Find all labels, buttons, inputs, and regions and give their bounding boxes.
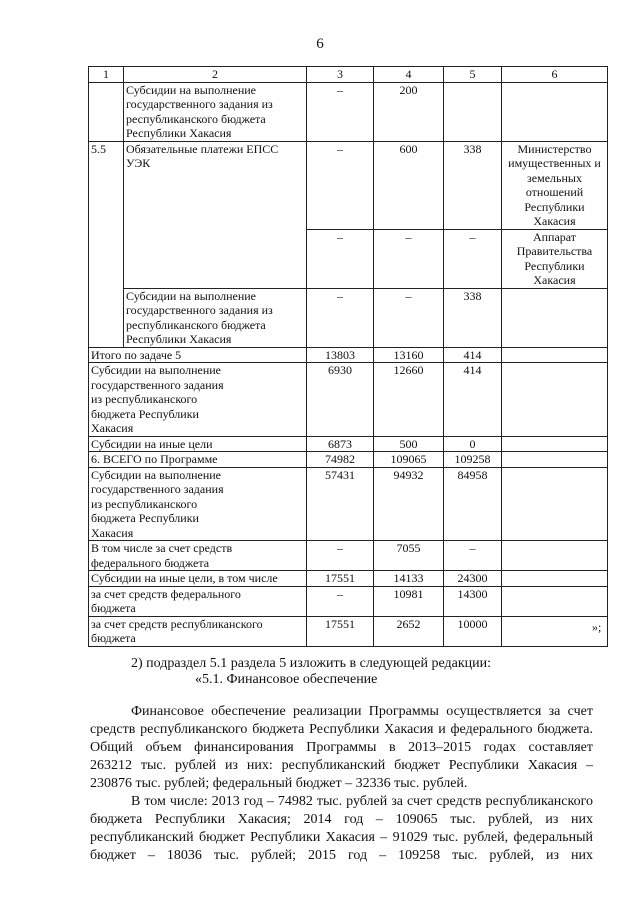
cell-2014: 7055 bbox=[374, 541, 444, 571]
table-row bbox=[89, 363, 608, 437]
cell-2014: 200 bbox=[374, 82, 444, 141]
cell-org: Министерство имущественных и земельных отношений Республики Хакасия bbox=[502, 141, 608, 229]
paragraph-line: В том числе: 2013 год – 74982 тыс. рублей за счет средств республиканского bbox=[131, 794, 593, 809]
row-label: за счет средств республиканского бюджета bbox=[89, 616, 307, 646]
cell-2015: – bbox=[444, 541, 502, 571]
paragraph-line: бюджет – 18036 тыс. рублей; 2015 год – 109258 тыс. рублей, из них bbox=[90, 848, 593, 863]
cell-2015: 414 bbox=[444, 347, 502, 363]
row-number: 5.5 bbox=[89, 141, 124, 347]
paragraph-line: Финансовое обеспечение реализации Программы осуществляется за счет bbox=[131, 704, 593, 719]
row-label: Субсидии на выполнение государственного задания из республиканского бюджета Республики Хакасия bbox=[89, 467, 307, 541]
header-cell: 2 bbox=[124, 67, 307, 83]
cell-org bbox=[502, 586, 608, 616]
row-label: 6. ВСЕГО по Программе bbox=[89, 452, 307, 468]
cell-org: Аппарат Правительства Республики Хакасия bbox=[502, 229, 608, 288]
table-row bbox=[89, 141, 608, 229]
paragraph-line: бюджета Республики Хакасия; 2014 год – 109065 тыс. рублей, из них bbox=[90, 812, 593, 827]
table-row bbox=[89, 586, 608, 616]
header-cell: 1 bbox=[89, 67, 124, 83]
cell-2013: – bbox=[307, 541, 374, 571]
cell-2015: 338 bbox=[444, 288, 502, 347]
cell-2015: 84958 bbox=[444, 467, 502, 541]
page-number: 6 bbox=[316, 36, 324, 52]
paragraph-line: средств республиканского бюджета Республики Хакасия и федерального бюджета. bbox=[90, 722, 593, 737]
cell-2015: 24300 bbox=[444, 571, 502, 587]
cell-2014: 109065 bbox=[374, 452, 444, 468]
table-row bbox=[89, 571, 608, 587]
paragraph-line: Общий объем финансирования Программы в 2013–2015 годах составляет bbox=[90, 740, 593, 755]
table-row bbox=[89, 347, 608, 363]
row-label: В том числе за счет средств федерального бюджета bbox=[89, 541, 307, 571]
table-row bbox=[89, 452, 608, 468]
table-row bbox=[89, 616, 608, 646]
cell-2015: 338 bbox=[444, 141, 502, 229]
cell-2015: 414 bbox=[444, 363, 502, 437]
cell-org bbox=[502, 436, 608, 452]
row-label: Субсидии на выполнение государственного задания из республиканского бюджета Республики Хакасия bbox=[124, 82, 307, 141]
cell-empty bbox=[89, 82, 124, 141]
cell-2014: 2652 bbox=[374, 616, 444, 646]
cell-2014: 10981 bbox=[374, 586, 444, 616]
header-cell: 3 bbox=[307, 67, 374, 83]
cell-org bbox=[502, 82, 608, 141]
cell-2015: 109258 bbox=[444, 452, 502, 468]
cell-2013: – bbox=[307, 288, 374, 347]
row-label: Субсидии на иные цели, в том числе bbox=[89, 571, 307, 587]
cell-org bbox=[502, 467, 608, 541]
cell-2015 bbox=[444, 82, 502, 141]
section-title: «5.1. Финансовое обеспечение bbox=[195, 672, 378, 687]
header-cell: 5 bbox=[444, 67, 502, 83]
cell-2013: 17551 bbox=[307, 571, 374, 587]
cell-2013: 57431 bbox=[307, 467, 374, 541]
budget-table bbox=[88, 66, 608, 647]
table-header-row bbox=[89, 67, 608, 83]
cell-org bbox=[502, 288, 608, 347]
amendment-instruction: 2) подраздел 5.1 раздела 5 изложить в следующей редакции: bbox=[131, 656, 491, 671]
cell-2013: – bbox=[307, 229, 374, 288]
row-label: Субсидии на иные цели bbox=[89, 436, 307, 452]
cell-2015: 10000 bbox=[444, 616, 502, 646]
cell-2013: – bbox=[307, 586, 374, 616]
paragraph-line: 263212 тыс. рублей из них: республиканский бюджет Республики Хакасия – bbox=[90, 758, 593, 773]
closing-quote: »; bbox=[592, 620, 602, 634]
cell-2013: 6873 bbox=[307, 436, 374, 452]
cell-2013: – bbox=[307, 82, 374, 141]
row-label: Субсидии на выполнение государственного задания из республиканского бюджета Республики Хакасия bbox=[89, 363, 307, 437]
cell-2013: – bbox=[307, 141, 374, 229]
cell-2014: 12660 bbox=[374, 363, 444, 437]
cell-2014: – bbox=[374, 229, 444, 288]
cell-2015: 0 bbox=[444, 436, 502, 452]
table-row bbox=[89, 436, 608, 452]
cell-2014: 600 bbox=[374, 141, 444, 229]
row-label: Обязательные платежи ЕПСС УЭК bbox=[124, 141, 307, 288]
cell-2014: 14133 bbox=[374, 571, 444, 587]
cell-org bbox=[502, 363, 608, 437]
cell-2013: 74982 bbox=[307, 452, 374, 468]
row-label: Итого по задаче 5 bbox=[89, 347, 307, 363]
cell-org bbox=[502, 347, 608, 363]
cell-org bbox=[502, 571, 608, 587]
header-cell: 6 bbox=[502, 67, 608, 83]
cell-2014: 500 bbox=[374, 436, 444, 452]
paragraph-line: 230876 тыс. рублей; федеральный бюджет – 32336 тыс. рублей. bbox=[90, 776, 468, 791]
header-cell: 4 bbox=[374, 67, 444, 83]
cell-2015: 14300 bbox=[444, 586, 502, 616]
cell-2013: 6930 bbox=[307, 363, 374, 437]
table-row bbox=[89, 467, 608, 541]
cell-org bbox=[502, 541, 608, 571]
row-label: за счет средств федерального бюджета bbox=[89, 586, 307, 616]
cell-org bbox=[502, 452, 608, 468]
cell-2013: 17551 bbox=[307, 616, 374, 646]
table-row bbox=[89, 541, 608, 571]
cell-2015: – bbox=[444, 229, 502, 288]
cell-2014: 94932 bbox=[374, 467, 444, 541]
cell-2013: 13803 bbox=[307, 347, 374, 363]
row-label: Субсидии на выполнение государственного задания из республиканского бюджета Республики Хакасия bbox=[124, 288, 307, 347]
cell-2014: – bbox=[374, 288, 444, 347]
table-row bbox=[89, 288, 608, 347]
cell-2014: 13160 bbox=[374, 347, 444, 363]
paragraph-line: республиканский бюджет Республики Хакасия – 91029 тыс. рублей, федеральный bbox=[90, 830, 593, 845]
table-row bbox=[89, 82, 608, 141]
